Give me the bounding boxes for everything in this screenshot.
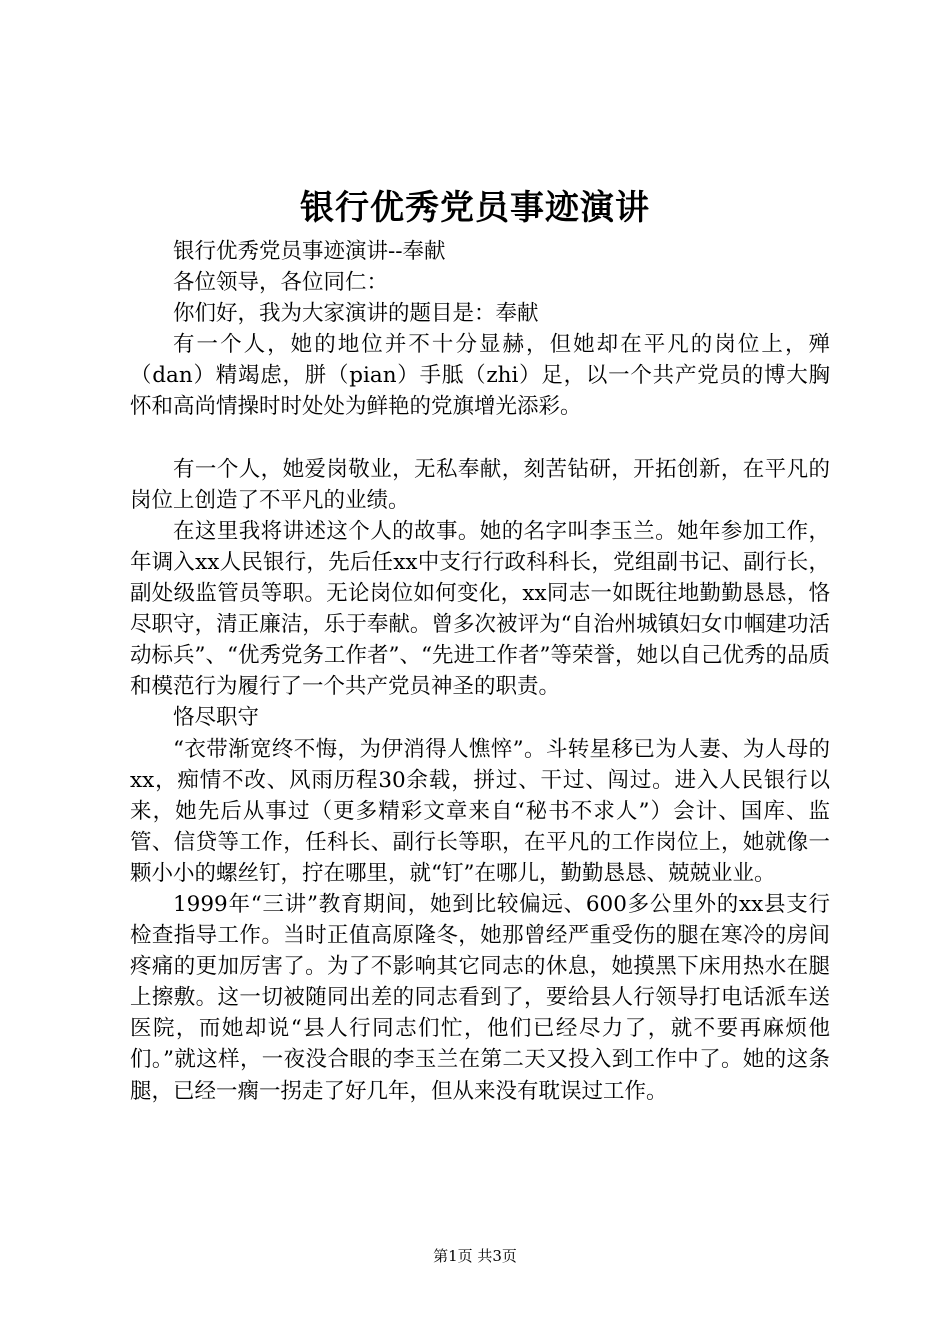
paragraph: “衣带渐宽终不悔，为伊消得人憔悴”。斗转星移已为人妻、为人母的xx，痴情不改、风雨历程30余载，拼过、干过、闯过。进入人民银行以来，她先后从事过（更多精彩文章来自“秘书不求人”）会计、国库、监管、信贷等工作，任科长、副行长等职，在平凡的工作岗位上，她就像一颗小小的螺丝钉，拧在哪里，就“钉”在哪儿，勤勤恳恳、兢兢业业。 — [130, 736, 830, 886]
paragraph-spacer — [130, 423, 830, 454]
paragraph: 有一个人，她的地位并不十分显赫，但她却在平凡的岗位上，殚（dan）精竭虑，胼（pian）手胝（zhi）足，以一个共产党员的博大胸怀和高尚情操时时处处为鲜艳的党旗增光添彩。 — [130, 332, 830, 420]
section-heading: 恪尽职守 — [173, 705, 260, 731]
paragraph-subtitle: 银行优秀党员事迹演讲--奉献 — [173, 239, 446, 264]
paragraph: 1999年“三讲”教育期间，她到比较偏远、600多公里外的xx县支行检查指导工作。当时正值高原隆冬，她那曾经严重受伤的腿在寒冷的房间疼痛的更加厉害了。为了不影响其它同志的休息，她摸黑下床用热水在腿上擦敷。这一切被随同出差的同志看到了，要给县人行领导打电话派车送医院，而她却说“县人行同志们忙，他们已经尽力了，就不要再麻烦他们。”就这样，一夜没合眼的李玉兰在第二天又投入到工作中了。她的这条腿，已经一瘸一拐走了好几年，但从来没有耽误过工作。 — [130, 891, 830, 1104]
paragraph: 有一个人，她爱岗敬业，无私奉献，刻苦钻研，开拓创新，在平凡的岗位上创造了不平凡的业绩。 — [130, 456, 830, 513]
paragraph-greeting: 你们好，我为大家演讲的题目是：奉献 — [173, 301, 539, 327]
paragraph-salutation: 各位领导，各位同仁： — [173, 270, 389, 296]
document-title: 银行优秀党员事迹演讲 — [300, 188, 650, 228]
document-body — [130, 236, 830, 1107]
paragraph: 在这里我将讲述这个人的故事。她的名字叫李玉兰。她年参加工作，年调入xx人民银行，先后任xx中支行行政科科长，党组副书记、副行长，副处级监管员等职。无论岗位如何变化，xx同志一如既往地勤勤恳恳，恪尽职守，清正廉洁，乐于奉献。曾多次被评为“自治州城镇妇女巾帼建功活动标兵”、“优秀党务工作者”、“先进工作者”等荣誉，她以自己优秀的品质和模范行为履行了一个共产党员神圣的职责。 — [130, 518, 830, 700]
page-footer: 第1页 共3页 — [433, 1247, 517, 1265]
